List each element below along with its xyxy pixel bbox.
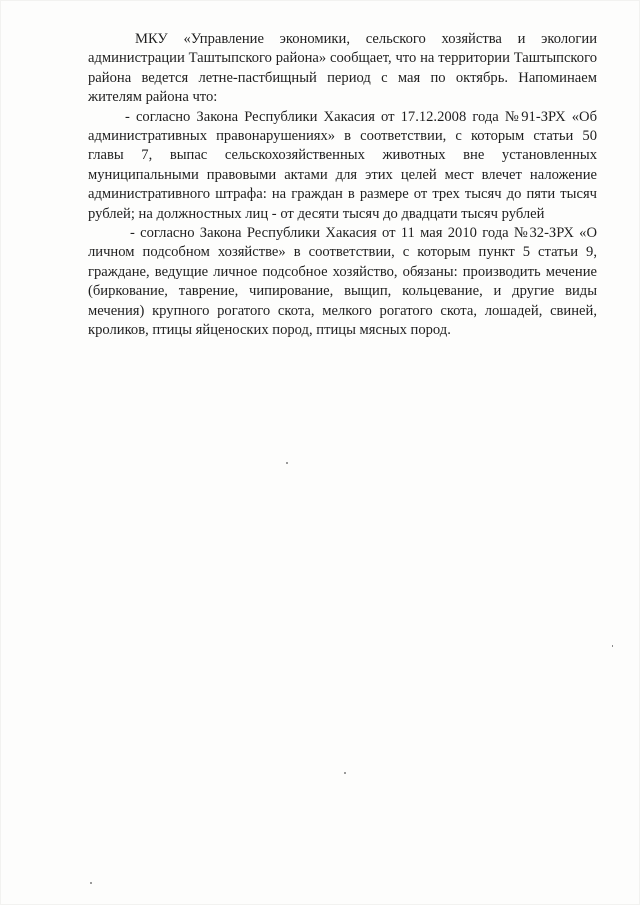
intro-paragraph: МКУ «Управление экономики, сельского хозяйства и экологии администрации Таштыпского района» сообщает, что на территории Таштыпского района ведется летне-пастбищный период с мая по октябрь. Напоминаем жителям района что: bbox=[88, 31, 597, 106]
law-item-marking: - согласно Закона Республики Хакасия от 11 мая 2010 года №32-ЗРХ «О личном подсобном хозяйстве» в соответствии, с которым пункт 5 статьи 9, граждане, ведущие личное подсобное хозяйство, обязаны: производить мечение (биркование, таврение, чипирование, выщип, кольцевание, и другие виды мечения) крупного рогатого скота, мелкого рогатого скота, лошадей, свиней, кроликов, птицы яйценоских пород, птицы мясных пород. bbox=[88, 225, 597, 339]
scan-speck bbox=[344, 772, 346, 774]
scan-speck bbox=[286, 462, 288, 464]
scan-speck bbox=[90, 882, 92, 884]
law-item-penalty: - согласно Закона Республики Хакасия от 17.12.2008 года №91-ЗРХ «Об административных правонарушениях» в соответствии, с которым статьи 50 главы 7, выпас сельскохозяйственных животных вне установленных муниципальными правовыми актами для этих целей мест влечет наложение административного штрафа: на граждан в размере от трех тысяч до пяти тысяч рублей; на должностных лиц - от десяти тысяч до двадцати тысяч рублей bbox=[88, 108, 597, 222]
scan-speck bbox=[612, 645, 613, 647]
notice-text bbox=[88, 30, 597, 341]
